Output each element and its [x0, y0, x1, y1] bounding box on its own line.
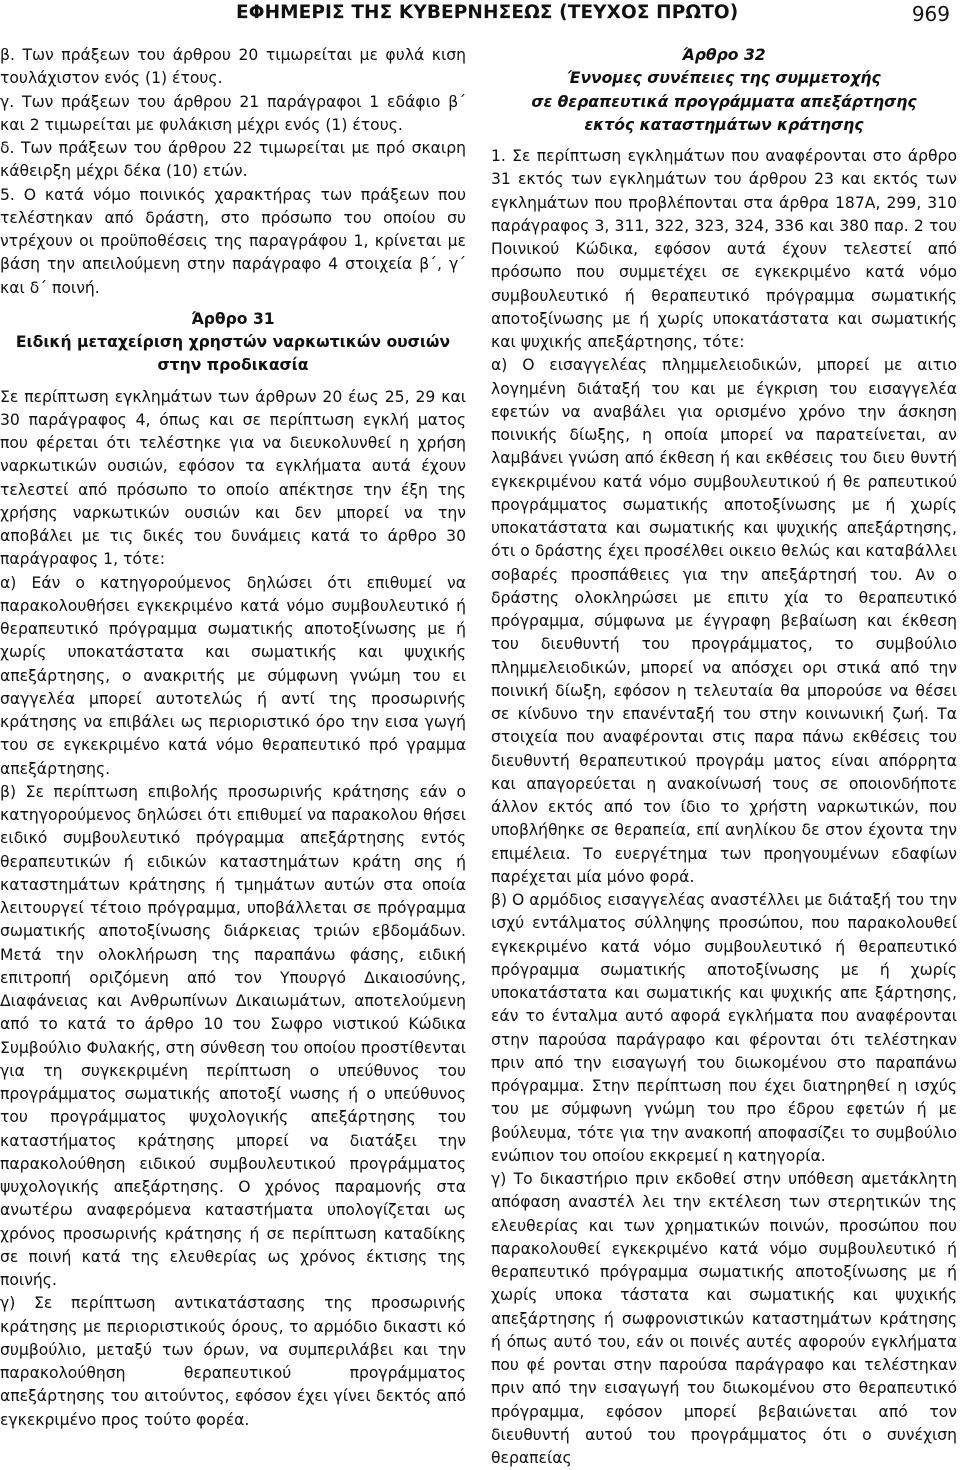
article-32-paragraph-b: β) Ο αρμόδιος εισαγγελέας αναστέλλει με διάταξή του την ισχύ εντάλματος σύλληψης προσώπου, που παρακολουθεί εγκεκριμένο κατά νόμο συμβουλευτικό ή θεραπευτικό πρόγραμμα σωματικής αποτοξίνωσης με ή χωρίς υποκατάστατα και σωματικής και ψυχικής απε ξάρτησης, εάν το ένταλμα αυτό αφορά εγκλήματα που αναφέρονται στην παρούσα παράγραφο και φέρονται ότι τελέστηκαν πριν από την εισαγωγή του διωκομένου στο παραπάνω πρόγραμμα. Στην περίπτωση που έχει διατηρηθεί η ισχύς του με σύμφωνη γνώμη του προ έδρου εφετών ή με βούλευμα, τότε για την ανακοπή αποφασίζει το συμβούλιο ενώπιον του οποίου εκκρεμεί η κατηγορία. — [491, 891, 957, 1165]
article-31-paragraph-a: α) Εάν ο κατηγορούμενος δηλώσει ότι επιθυμεί να παρακολουθήσει εγκεκριμένο κατά νόμο συμβουλευτικό ή θεραπευτικό πρόγραμμα σωματικής αποτοξίνωσης με ή χωρίς υποκατάστατα και σωματικής και ψυχικής απεξάρτησης, ο ανακριτής με σύμφωνη γνώμη του ει σαγγελέα μπορεί αυτοτελώς ή αντί της προσωρινής κράτησης να επιβάλει ως περιοριστικό όρο την εισα γωγή του σε εγκεκριμένο κατά νόμο θεραπευτικό πρό γραμμα απεξάρτησης. — [0, 573, 466, 778]
article-32-paragraph-1: 1. Σε περίπτωση εγκλημάτων που αναφέρονται στο άρθρο 31 εκτός των εγκλημάτων του άρθρου 23 και εκτός των εγκλημάτων που προβλέπονται στα άρθρα 187Α, 299, 310 παράγραφος 3, 311, 322, 323, 324, 336 και 380 παρ. 2 του Ποινικού Κώδικα, εφόσον αυτά έχουν τελεστεί από πρόσωπο που συμμετέχει σε εγκεκριμένο κατά νόμο συμβουλευτικό ή θεραπευτικό πρόγραμμα σωματικής αποτοξίνωσης με ή χωρίς υποκατάστατα και σωματικής και ψυχικής απεξάρτησης, τότε: — [491, 147, 957, 351]
article-31-subtitle-line1: Ειδική μεταχείριση χρηστών ναρκωτικών ουσιών — [15, 333, 451, 351]
paragraph-5: 5. Ο κατά νόμο ποινικός χαρακτήρας των πράξεων που τελέστηκαν από δράστη, στο πρόσωπο του οποίου συ ντρέχουν οι προϋποθέσεις της παραγράφου 1, κρίνεται με βάση την απειλούμενη στην παράγραφο 4 στοιχεία β΄, γ΄ και δ΄ ποινή. — [0, 185, 466, 297]
right-column — [491, 44, 957, 1470]
article-31-subtitle-line2: στην προδικασία — [157, 356, 309, 375]
gazette-title: ΕΦΗΜΕΡΙΣ ΤΗΣ ΚΥΒΕΡΝΗΣΕΩΣ (ΤΕΥΧΟΣ ΠΡΩΤΟ) — [236, 2, 739, 23]
left-column — [0, 44, 466, 1432]
article-31-paragraph-b: β) Σε περίπτωση επιβολής προσωρινής κράτησης εάν ο κατηγορούμενος δηλώσει ότι επιθυμεί να παρακολου θήσει ειδικό συμβουλευτικό πρόγραμμα απεξάρτησης εντός θεραπευτικών ή ειδικών καταστημάτων κράτη σης ή καταστημάτων κράτησης ή τμημάτων αυτών στα οποία λειτουργεί τέτοιο πρόγραμμα, υποβάλλεται σε πρόγραμμα σωματικής αποτοξίνωσης διάρκειας τριών εβδομάδων. Μετά την ολοκλήρωση της παραπάνω φάσης, ειδική επιτροπή οριζόμενη από τον Υπουργό Δικαιοσύνης, Διαφάνειας και Ανθρωπίνων Δικαιωμάτων, αποτελούμενη από το κατά το άρθρο 10 του Σωφρο νιστικού Κώδικα Συμβούλιο Φυλακής, στη σύνθεση του οποίου προστίθενται για τη συγκεκριμένη περίπτωση ο υπεύθυνος του προγράμματος σωματικής αποτοξί νωσης ή ο υπεύθυνος του προγράμματος ψυχολογικής απεξάρτησης του καταστήματος κράτησης μπορεί να διατάξει την παρακολούθηση ειδικού συμβουλευτικού προγράμματος ψυχολογικής απεξάρτησης. Ο χρόνος παραμονής στα ανωτέρω αναφερόμενα καταστήματα υπολογίζεται ως χρόνος προσωρινής κράτησης ή σε περίπτωση καταδίκης σε ποινή κατά της ελευθερίας ως χρόνος έκτισης της ποινής. — [0, 782, 466, 1289]
article-32-subtitle-line2: σε θεραπευτικά προγράμματα απεξάρτησης — [531, 92, 917, 111]
paragraph-delta: δ. Των πράξεων του άρθρου 22 τιμωρείται με πρό σκαιρη κάθειρξη μέχρι δέκα (10) ετών. — [0, 139, 466, 181]
article-32-paragraph-c: γ) Το δικαστήριο πριν εκδοθεί στην υπόθεση αμετάκλητη απόφαση αναστέλ λει την εκτέλεση των στερητικών της ελευθερίας και των χρηματικών ποινών, προσώπου που παρακολουθεί εγκεκριμένο κατά νόμο συμβουλευτικό ή θεραπευτικό πρόγραμμα σωματικής αποτοξίνωσης με ή χωρίς υποκα τάστατα και σωματικής και ψυχικής απεξάρτησης ή σωφρονιστικών καταστημάτων κράτησης ή όπως αυτό του, εάν οι ποινές αυτές αφορούν εγκλήματα που φέ ρονται στην παρούσα παράγραφο και τελέστηκαν πριν από την εισαγωγή του διωκομένου στο θεραπευτικό πρόγραμμα, εφόσον μπορεί βεβαιώνεται από τον διευθυντή αυτού του προγράμματος ότι ο συνέχιση θεραπείας — [491, 1170, 957, 1467]
article-31-paragraph-c: γ) Σε περίπτωση αντικατάστασης της προσωρινής κράτησης με περιοριστικούς όρους, το αρμόδιο δικαστι κό συμβούλιο, μεταξύ των όρων, να συμπεριλάβει και την παρακολούθηση θεραπευτικού προγράμματος απεξάρτησης του αιτούντος, εφόσον έχει γίνει δεκτός από εγκεκριμένο προς τούτο φορέα. — [0, 1294, 466, 1429]
page-number: 969 — [911, 2, 950, 26]
article-32-title: Άρθρο 32 — [682, 46, 766, 64]
paragraph-gamma: γ. Των πράξεων του άρθρου 21 παράγραφοι 1 εδάφιο β΄ και 2 τιμωρείται με φυλάκιση μέχρι ενός (1) έτους. — [0, 92, 466, 134]
article-31-title: Άρθρο 31 — [191, 309, 275, 328]
article-31-intro: Σε περίπτωση εγκλημάτων των άρθρων 20 έως 25, 29 και 30 παράγραφος 4, όπως και σε περίπτωση εγκλή ματος που φέρεται ότι τελέστηκε για να διευκολυνθεί η χρήση ναρκωτικών ουσιών, εφόσον τα εγκλήματα αυτά έχουν τελεστεί από πρόσωπο το οποίο απέκτησε την έξη της χρήσης ναρκωτικών ουσιών και δεν μπορεί να την αποβάλει με τις δικές του δυνάμεις κατά το άρθρο 30 παράγραφος 1, τότε: — [0, 387, 466, 569]
article-32-paragraph-a: α) Ο εισαγγελέας πλημμελειοδικών, μπορεί με αιτιο λογημένη διάταξή του και με έγκριση του εισαγγελέα εφετών να αναβάλει για ορισμένο χρόνο την άσκηση ποινικής δίωξης, η οποία μπορεί να παρατείνεται, αν λαμβάνει γνώση από έκθεση ή και εκθέσεις του διευ θυντή εγκεκριμένου κατά νόμο συμβουλευτικού ή θε ραπευτικού προγράμματος σωματικής αποτοξίνωσης με ή χωρίς υποκατάστατα και σωματικής και ψυχικής απεξάρτησης, ότι ο δράστης έχει προσέλθει οικειο θελώς και καταβάλλει σοβαρές προσπάθειες για την απεξάρτησή του. Αν ο δράστης ολοκληρώσει με επιτυ χία το θεραπευτικό πρόγραμμα, σύμφωνα με έγγραφη βεβαίωση και έκθεση του διευθυντή του προγράμματος, το συμβούλιο πλημμελειοδικών, μπορεί να απόσχει ορι στικά από την ποινική δίωξη, εφόσον η τελευταία θα μπορούσε να θέσει σε κίνδυνο την επανένταξή του στην κοινωνική ζωή. Τα στοιχεία που αναφέρονται στις παρα πάνω εκθέσεις του διευθυντή θεραπευτικού προγράμ ματος είναι απόρρητα και απαγορεύεται η ανακοίνωσή τους σε οποιονδήποτε άλλον εκτός από τον ίδιο το χρήστη ναρκωτικών, που υποβλήθηκε σε θεραπεία, επί ανηλίκου δε στον έχοντα την επιμέλεια. Το ευεργέτημα των προηγουμένων εδαφίων παρέχεται μία μόνο φορά. — [491, 356, 957, 886]
article-32-subtitle-line3: εκτός καταστημάτων κράτησης — [584, 115, 864, 134]
article-32-subtitle-line1: Έννομες συνέπειες της συμμετοχής — [567, 69, 881, 88]
paragraph-beta: β. Των πράξεων του άρθρου 20 τιμωρείται με φυλά κιση τουλάχιστον ενός (1) έτους. — [0, 46, 466, 88]
page-header — [0, 0, 960, 34]
